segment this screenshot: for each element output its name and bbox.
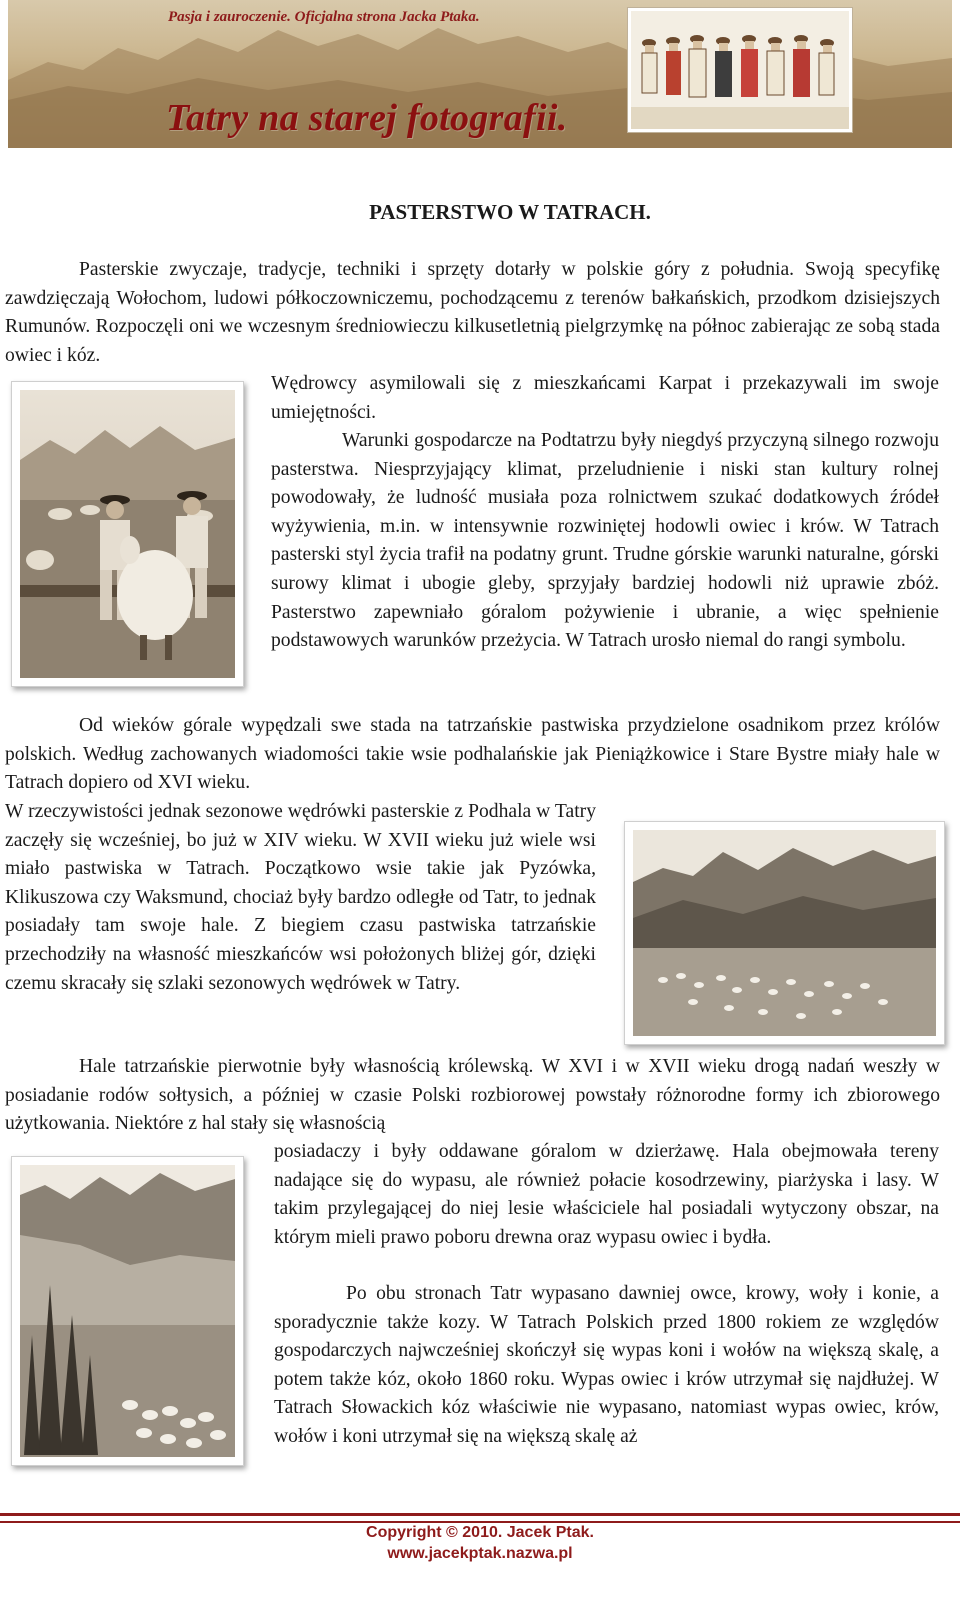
site-title: Tatry na starej fotografii.	[166, 97, 568, 139]
footer-copyright: Copyright © 2010. Jacek Ptak.	[366, 1524, 594, 1541]
paragraph-3: Warunki gospodarcze na Podtatrzu były niegdyś przyczyną silnego rozwoju pasterstwa. Niesprzyjający klimat, przeludnienie i niski stan kultury rolnej powodowały, że ludność musiała poza rolnictwem szukać dodatkowych źródeł wyżywienia, m.in. w intensywnie rozwiniętej hodowli owiec i krów. W Tatrach pasterski styl życia trafił na podatny grunt. Trudne górskie warunki naturalne, górski surowy klimat i ubogie gleby, sprzyjały bardziej hodowli niż uprawie zbóż. Pasterstwo zapewniało góralom pożywienie i ubranie, a więc spełnienie podstawowych warunków przeżycia. W Tatrach urosło niemal do rangi symbolu.	[271, 430, 939, 652]
paragraph-1: Pasterskie zwyczaje, tradycje, techniki i sprzęty dotarły w polskie góry z południa. Swoją specyfikę zawdzięczają Wołochom, ludowi półkoczowniczemu, pochodzącemu z terenów bałkańskich, przodkom dzisiejszych Rumunów. Rozpoczęli oni we wczesnym średniowieczu kilkusetletnią pielgrzymkę na północ zabierając ze sobą stada owiec i kóz.	[5, 259, 940, 366]
paragraph-2: Wędrowcy asymilowali się z mieszkańcami Karpat i przekazywali im swoje umiejętności.	[271, 373, 939, 423]
footer-divider	[0, 1513, 960, 1523]
valley-photo	[11, 1156, 244, 1466]
shepherds-photo	[11, 381, 244, 687]
paragraph-5: W rzeczywistości jednak sezonowe wędrówki pasterskie z Podhala w Tatry zaczęły się wcześniej, bo już w XIV wieku. W XVII wieku już wiele wsi miało pastwiska w Tatrach. Początkowo wsie takie jak Pyzówka, Klikuszowa czy Waksmund, chociaż były bardzo odległe od Tatr, to jednak posiadały tam swoje hale. Z biegiem czasu pastwiska tatrzańskie przechodziły na własność mieszkańców wsi położonych bliżej gór, dzięki czemu skracały się szlaki sezonowych wędrówek w Tatry.	[5, 801, 596, 994]
header-banner	[8, 0, 952, 148]
paragraph-8: Po obu stronach Tatr wypasano dawniej owce, krowy, woły i konie, a sporadycznie także kozy. W Tatrach Polskich przed 1800 rokiem ze względów gospodarczych najwcześniej skończył się wypas koni i wołów na większą skalę, a potem także kóz, około 1860 roku. Wypas owiec i krów utrzymał się najdłużej. W Tatrach Słowackich kóz właściwie nie wypasano, natomiast wypas owiec, krów, wołów i koni utrzymał się na większą skalę aż	[274, 1283, 939, 1447]
paragraph-6: Hale tatrzańskie pierwotnie były własnością królewską. W XVI i w XVII wieku drogą nadań weszły w posiadanie rodów sołtysich, a później w czasie Polski rozbiorowej powstały różnorodne formy ich zbiorowego użytkowania. Niektóre z hal stały się własnością	[5, 1056, 940, 1135]
footer-website-link[interactable]: www.jacekptak.nazwa.pl	[387, 1545, 573, 1562]
paragraph-7: posiadaczy i były oddawane góralom w dzierżawę. Hala obejmowała tereny nadające się do wypasu, ale również połacie kosodrzewiny, piarżyska i lasy. W takim przylegającej do niej lesie właściciele hal posiadali wytyczony obszar, na którym mieli prawo poboru drewna oraz wypasu owiec i bydła.	[274, 1141, 939, 1248]
paragraph-4: Od wieków górale wypędzali swe stada na tatrzańskie pastwiska przydzielone osadnikom przez królów polskich. Według zachowanych wiadomości takie wsie podhalańskie jak Pieniążkowice i Stare Bystre miały hale w Tatrach dopiero od XVI wieku.	[5, 715, 940, 794]
site-tagline: Pasja i zauroczenie. Oficjalna strona Jacka Ptaka.	[168, 9, 480, 25]
article-title: PASTERSTWO W TATRACH.	[369, 200, 651, 224]
sheep-pasture-photo	[624, 821, 945, 1045]
folk-costume-photo	[628, 8, 852, 132]
